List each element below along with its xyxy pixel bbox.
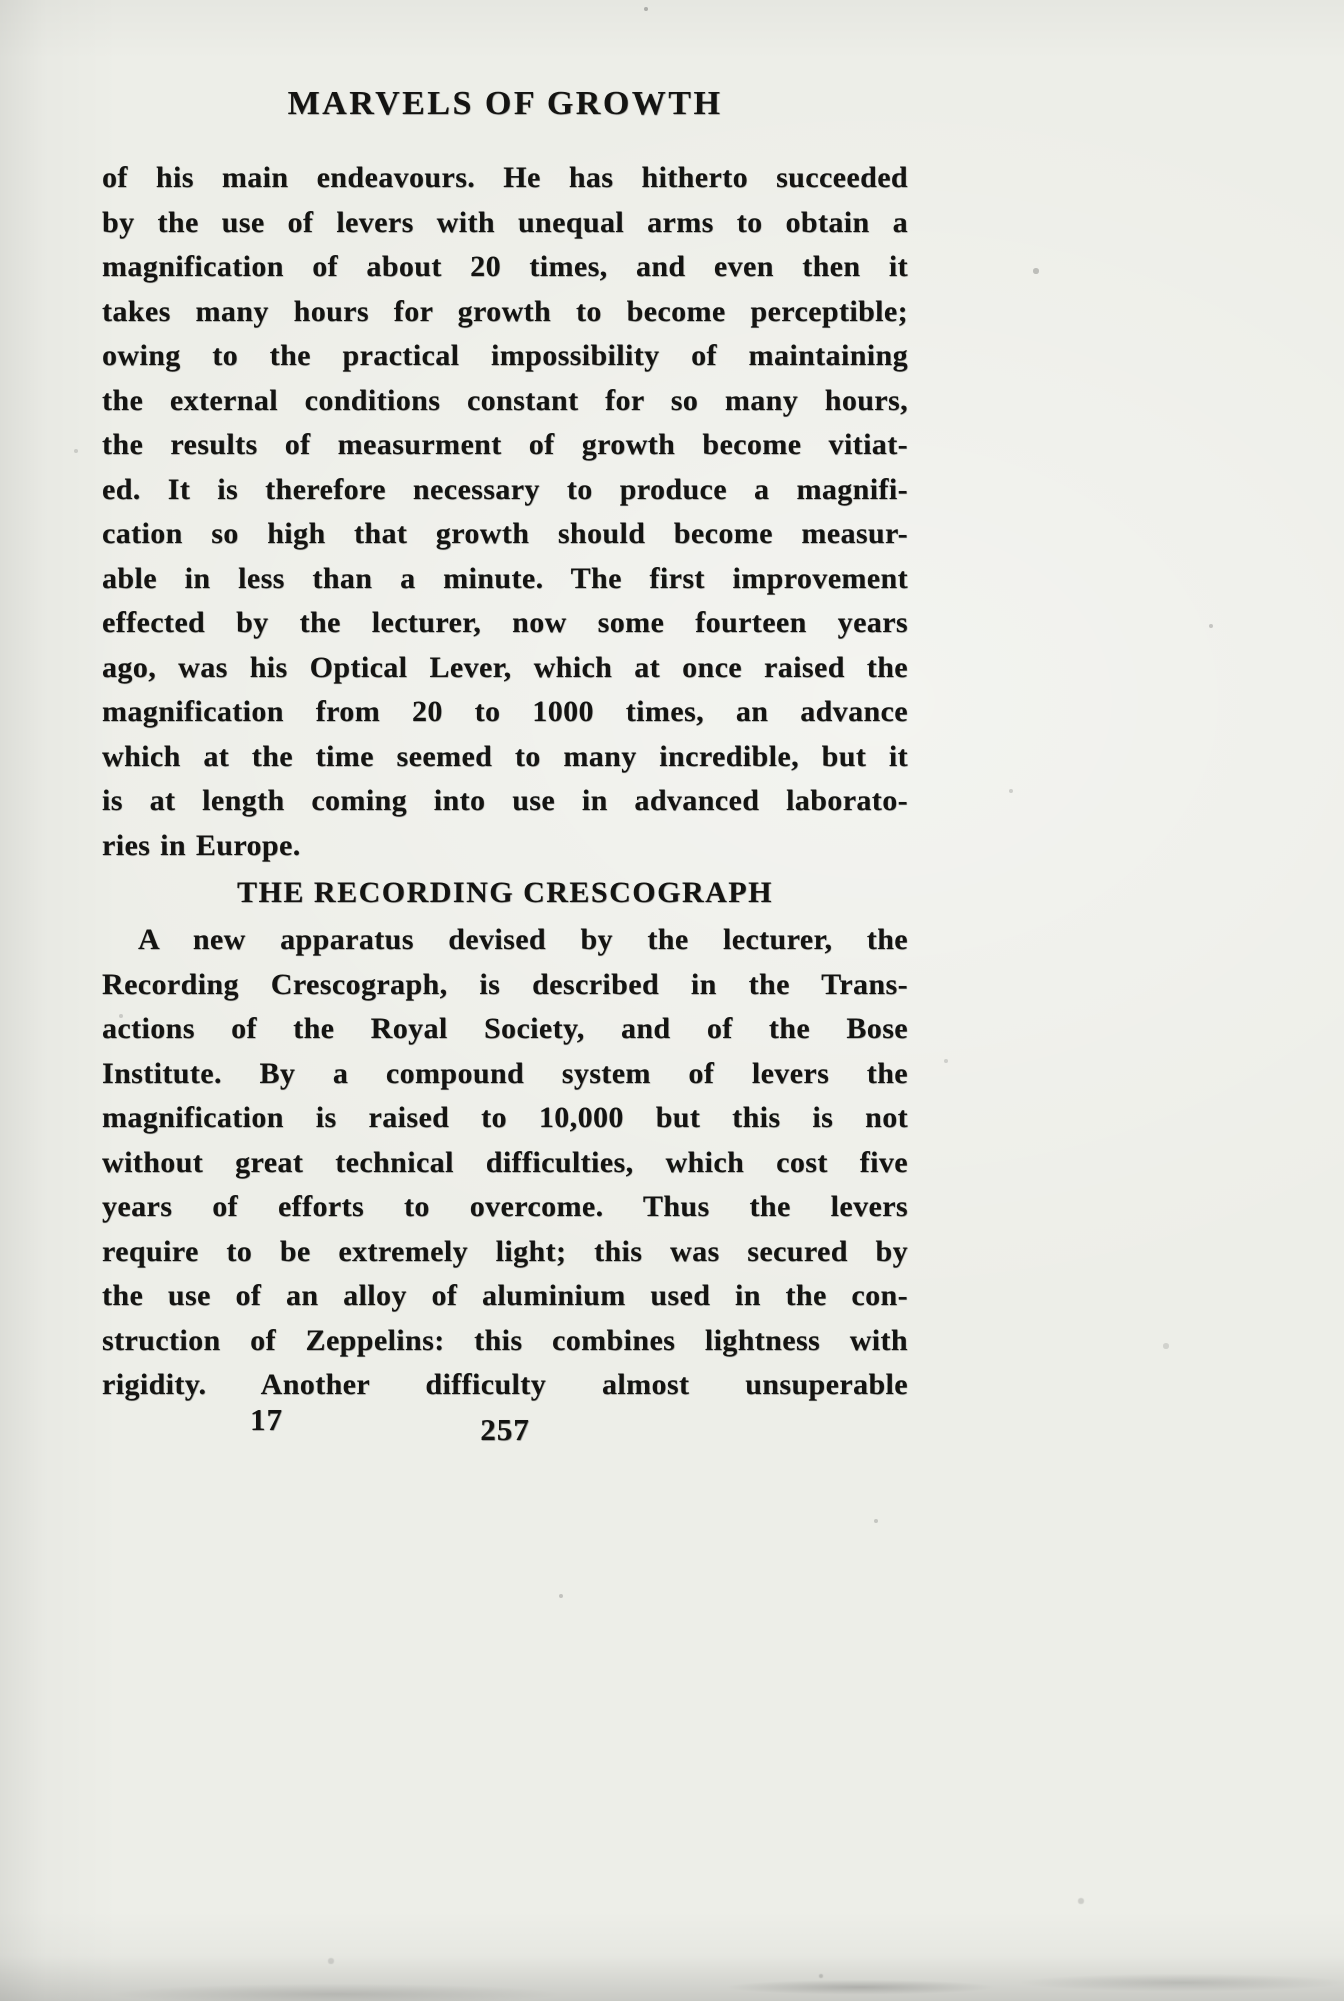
text-line: magnification from 20 to 1000 times, an advance bbox=[102, 695, 908, 728]
signature-mark: 17 bbox=[250, 1402, 283, 1437]
text-line: the use of an alloy of aluminium used in the con- bbox=[102, 1279, 908, 1312]
text-line: actions of the Royal Society, and of the Bose bbox=[102, 1012, 908, 1045]
paragraph-recording-crescograph bbox=[102, 918, 908, 1408]
text-line: cation so high that growth should become measur- bbox=[102, 517, 908, 550]
text-line: A new apparatus devised by the lecturer, the bbox=[138, 923, 908, 956]
text-line: without great technical difficulties, which cost five bbox=[102, 1145, 908, 1179]
scan-edge-smudge bbox=[0, 1955, 1344, 2001]
scan-noise-speckles bbox=[0, 0, 2, 2]
text-line: able in less than a minute. The first improvement bbox=[102, 561, 908, 595]
text-line: of his main endeavours. He has hitherto succeeded bbox=[102, 161, 908, 194]
text-block bbox=[102, 84, 908, 1450]
text-line: the external conditions constant for so many hours, bbox=[102, 383, 908, 417]
text-line: ed. It is therefore necessary to produce a magnifi- bbox=[102, 472, 908, 506]
text-line: the results of measurment of growth become vitiat- bbox=[102, 428, 908, 461]
paragraph-continuation bbox=[102, 156, 908, 868]
text-line: by the use of levers with unequal arms to obtain a bbox=[102, 205, 908, 239]
running-head: MARVELS OF GROWTH bbox=[287, 85, 723, 122]
text-line: owing to the practical impossibility of maintaining bbox=[102, 339, 908, 372]
text-line: is at length coming into use in advanced laborato- bbox=[102, 784, 908, 817]
text-line: magnification is raised to 10,000 but this is not bbox=[102, 1101, 908, 1134]
text-line: Institute. By a compound system of levers the bbox=[102, 1056, 908, 1090]
page-number: 257 bbox=[480, 1411, 530, 1447]
text-line: magnification of about 20 times, and even then it bbox=[102, 250, 908, 283]
section-heading: THE RECORDING CRESCOGRAPH bbox=[237, 876, 773, 909]
text-line: struction of Zeppelins: this combines lightness with bbox=[102, 1323, 908, 1357]
text-line: effected by the lecturer, now some fourteen years bbox=[102, 606, 908, 639]
text-line: require to be extremely light; this was secured by bbox=[102, 1234, 908, 1268]
text-line: ries in Europe. bbox=[102, 828, 301, 862]
text-line: rigidity. Another difficulty almost unsuperable bbox=[102, 1368, 908, 1401]
text-line: years of efforts to overcome. Thus the levers bbox=[102, 1190, 908, 1223]
text-line: which at the time seemed to many incredible, but it bbox=[102, 739, 908, 773]
text-line: takes many hours for growth to become perceptible; bbox=[102, 294, 908, 328]
text-line: ago, was his Optical Lever, which at once raised the bbox=[102, 650, 908, 684]
text-line: Recording Crescograph, is described in the Trans- bbox=[102, 967, 908, 1001]
